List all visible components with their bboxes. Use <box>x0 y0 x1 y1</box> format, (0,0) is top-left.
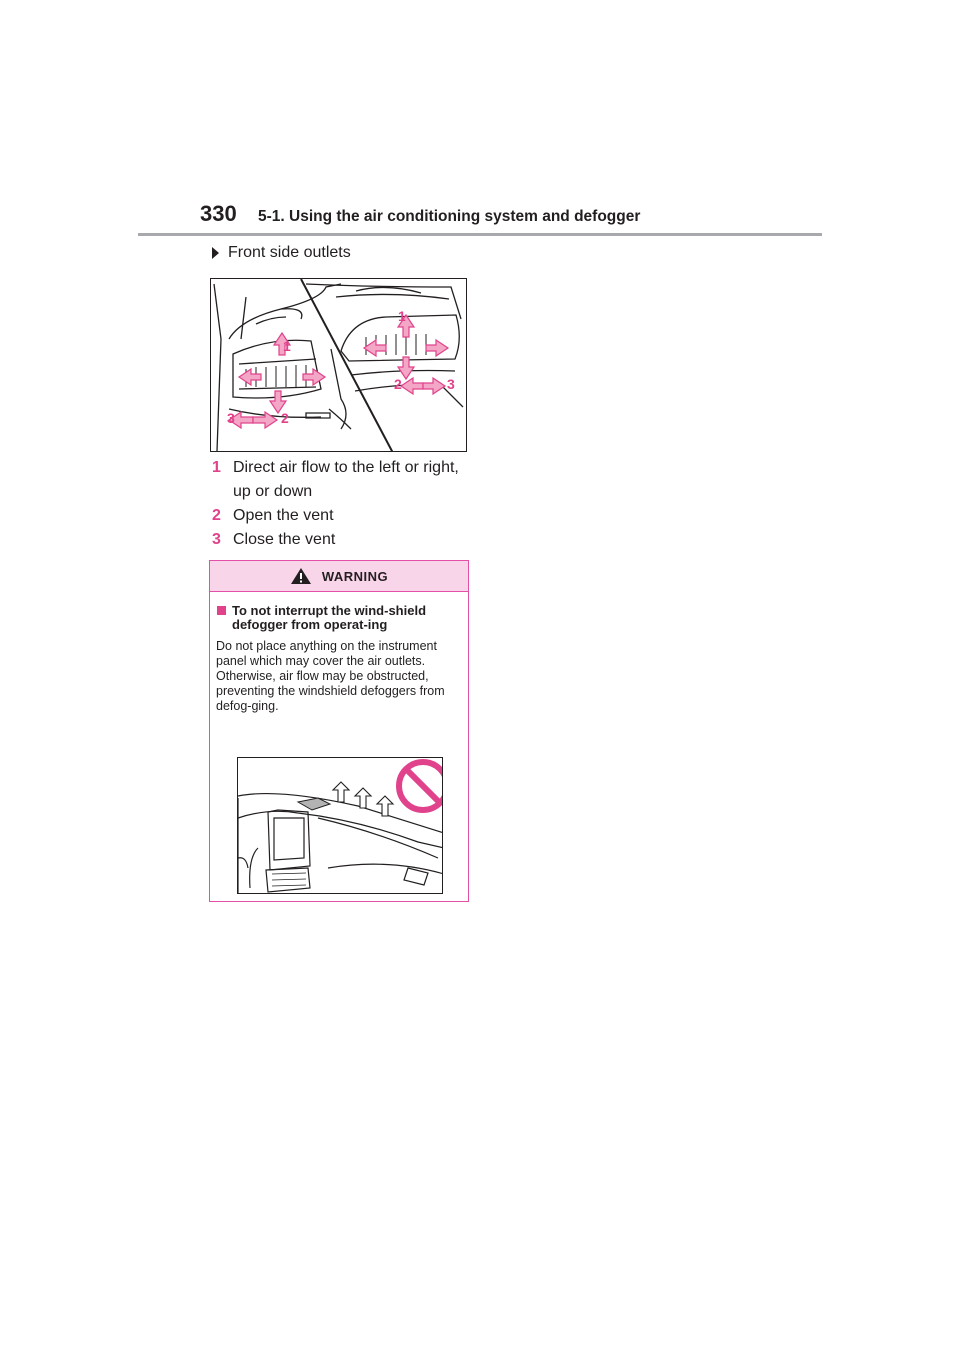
vent-illustration <box>210 278 467 452</box>
warning-label: WARNING <box>321 568 389 584</box>
warning-body: Do not place anything on the instrument panel which may cover the air outlets. Otherwise, air flow may be obstructed, preventing the windshield defoggers from defog-ging. <box>216 639 445 713</box>
warning-box <box>209 560 469 902</box>
callout-1-right: 1 <box>398 308 406 324</box>
step-item <box>212 504 472 528</box>
triangle-bullet-icon <box>212 247 219 259</box>
callout-1-left: 1 <box>283 338 291 354</box>
page-number: 330 <box>200 201 237 226</box>
callout-3-left: 3 <box>227 410 235 426</box>
subheading <box>212 242 351 264</box>
callout-2-left: 2 <box>281 410 289 426</box>
step-text: Close the vent <box>233 531 336 548</box>
step-list <box>212 456 472 552</box>
header-rule <box>138 233 822 236</box>
step-text: Open the vent <box>233 507 334 524</box>
dashboard-drawing <box>238 758 443 894</box>
warning-triangle-icon <box>290 567 312 585</box>
section-title: 5-1. Using the air conditioning system and defogger <box>258 208 641 225</box>
warning-subheading-text: To not interrupt the wind-shield defogger from operat-ing <box>232 603 427 632</box>
callout-3-right: 3 <box>447 376 455 392</box>
warning-header <box>210 561 468 592</box>
step-item <box>212 528 472 552</box>
square-bullet-icon <box>217 606 226 615</box>
step-item <box>212 456 472 504</box>
step-text: Direct air flow to the left or right, up or down <box>233 459 459 500</box>
warning-subheading <box>217 604 468 632</box>
subheading-text: Front side outlets <box>228 244 351 261</box>
step-number: 1 <box>212 459 221 476</box>
dashboard-illustration <box>237 757 443 894</box>
step-number: 2 <box>212 507 221 524</box>
callout-2-right: 2 <box>394 376 402 392</box>
step-number: 3 <box>212 531 221 548</box>
vent-drawing <box>211 279 467 452</box>
